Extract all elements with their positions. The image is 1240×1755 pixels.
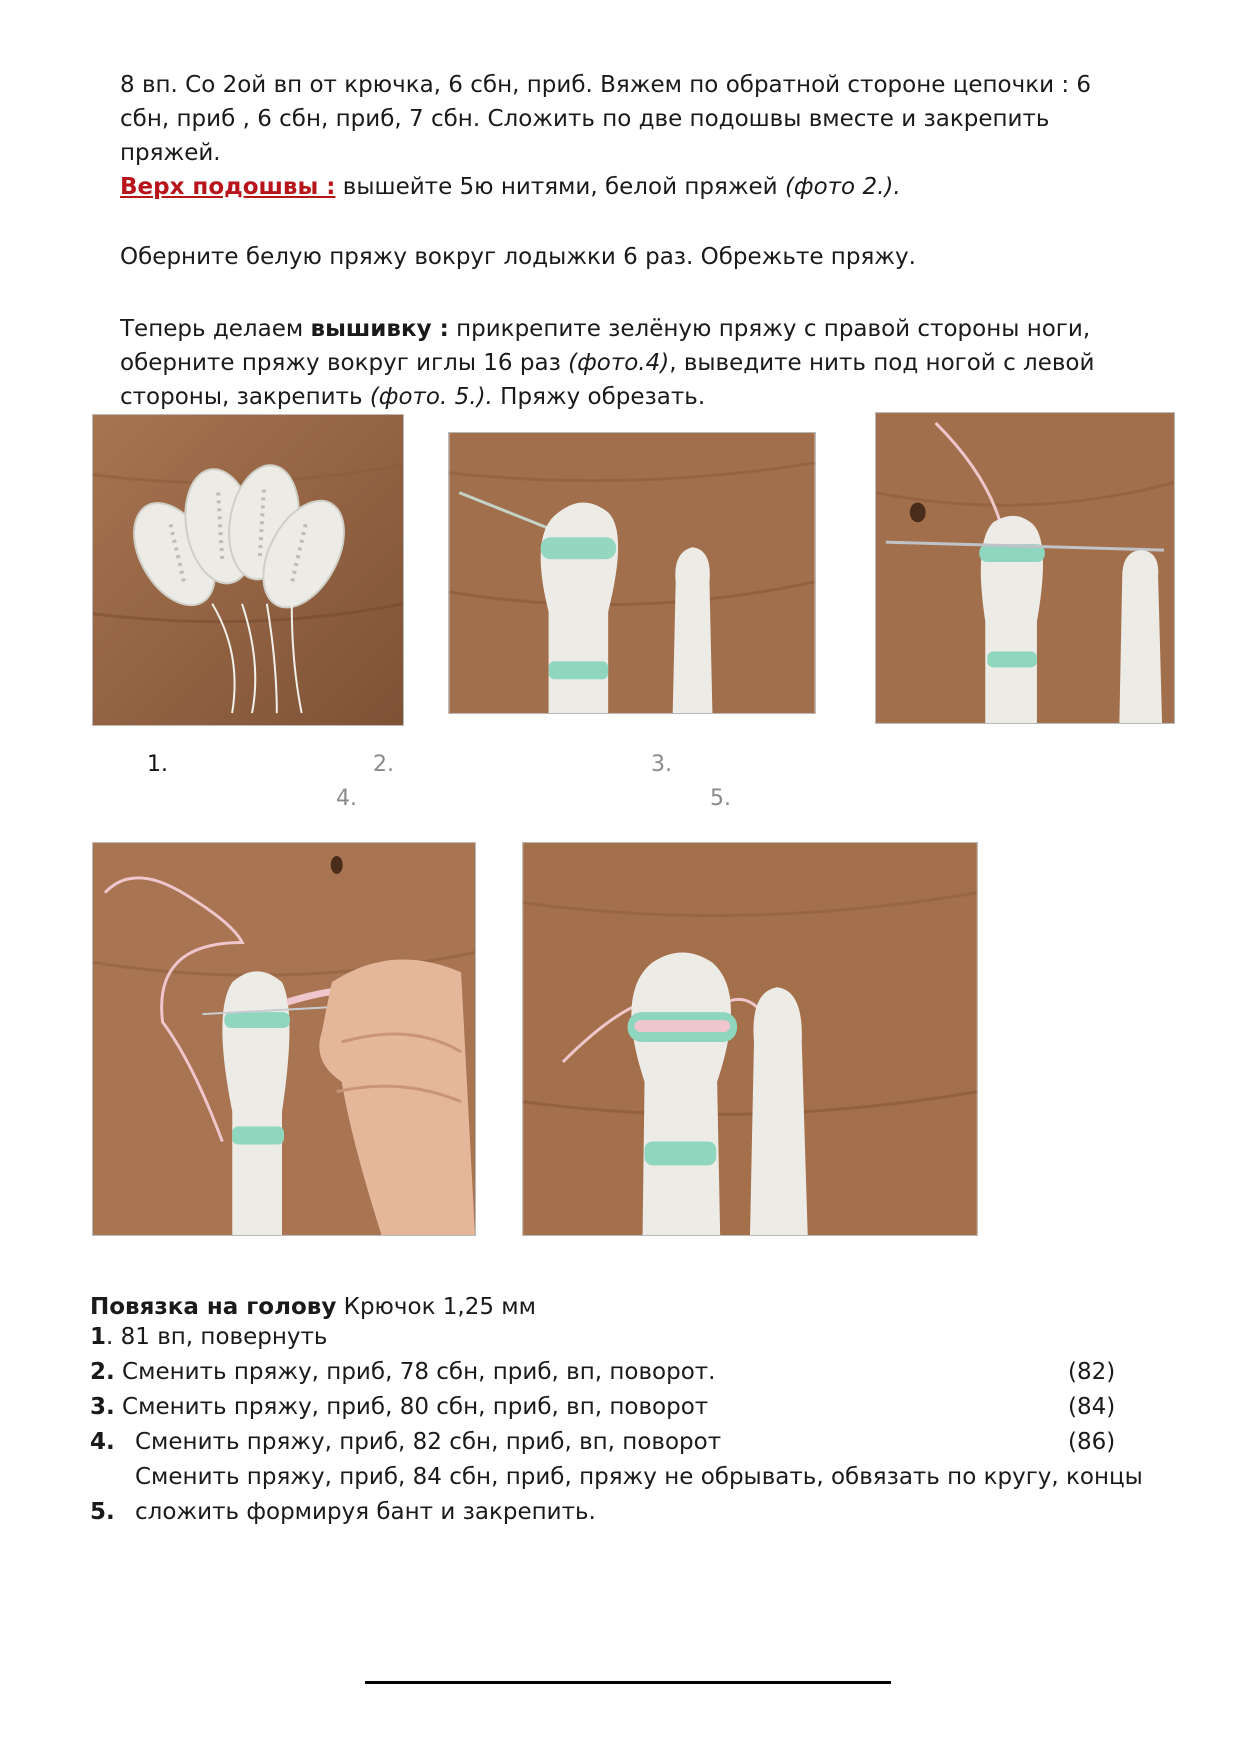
headband-hook: Крючок 1,25 мм [336,1294,537,1320]
leg-band-image [449,433,815,713]
headband-heading [90,1294,536,1320]
embroidery-pre: Теперь делаем [120,316,311,342]
caption-1: 1. [147,752,168,777]
headband-step-5 [90,1495,115,1529]
soles-image [93,415,403,725]
caption-3: 3. [651,752,672,777]
photo-soles [92,414,404,726]
step-3-number: 3. [90,1394,115,1420]
step-1-number: 1 [90,1324,107,1350]
step-4-count: (86) [1068,1429,1116,1455]
embroidery-bold: вышивку : [310,316,449,342]
step-1-sep: . [106,1324,114,1350]
embroidery-hand-image [93,843,475,1235]
step-2-number: 2. [90,1359,115,1385]
wrap-text: Оберните белую пряжу вокруг лодыжки 6 раз. Обрежьте пряжу. [120,244,916,270]
headband-step-2 [90,1355,715,1389]
headband-step-3 [90,1390,708,1424]
photo-5-ref: (фото. 5.). [369,384,493,410]
caption-2: 2. [373,752,394,777]
headband-step-1 [90,1320,327,1354]
wrap-paragraph [120,240,1120,274]
footer-rule [365,1681,891,1684]
intro-line-2: сбн, приб , 6 сбн, приб, 7 сбн. Сложить по две подошвы вместе и закрепить [120,106,1050,132]
step-5-text-line2: сложить формируя бант и закрепить. [135,1499,596,1525]
photo-4-ref: (фото.4) [568,350,670,376]
embroidery-line3a: стороны, закрепить [120,384,370,410]
sole-photo-ref: (фото 2.). [784,174,901,200]
step-4-number: 4. [90,1429,115,1455]
sole-top-text: вышейте 5ю нитями, белой пряжей [335,174,785,200]
finished-image [523,843,977,1235]
step-4-text: Сменить пряжу, приб, 82 сбн, приб, вп, поворот [135,1429,722,1455]
caption-4: 4. [336,786,357,811]
needle-image [876,413,1174,723]
intro-paragraph [120,68,1120,204]
step-3-count: (84) [1068,1394,1116,1420]
embroidery-line2a: оберните пряжу вокруг иглы 16 раз [120,350,569,376]
intro-line-1: 8 вп. Со 2ой вп от крючка, 6 сбн, приб. Вяжем по обратной стороне цепочки : 6 [120,72,1092,98]
embroidery-post: прикрепите зелёную пряжу с правой стороны ноги, [448,316,1091,342]
photo-needle [875,412,1175,724]
photo-embroidery-hand [92,842,476,1236]
photo-leg-band [448,432,816,714]
embroidery-line3b: Пряжу обрезать. [492,384,706,410]
photo-finished [522,842,978,1236]
headband-title: Повязка на голову [90,1294,337,1320]
step-3-text: Сменить пряжу, приб, 80 сбн, приб, вп, поворот [114,1394,709,1420]
caption-5: 5. [710,786,731,811]
intro-line-3: пряжей. [120,140,221,166]
step-2-count: (82) [1068,1359,1116,1385]
embroidery-line2b: , выведите нить под ногой с левой [669,350,1095,376]
step-1-text: 81 вп, повернуть [113,1324,328,1350]
step-2-text: Сменить пряжу, приб, 78 сбн, приб, вп, поворот. [114,1359,716,1385]
embroidery-paragraph [120,312,1120,414]
sole-top-label: Верх подошвы : [120,174,336,200]
step-5-number: 5. [90,1499,115,1525]
step-5-text-line1: Сменить пряжу, приб, 84 сбн, приб, пряжу не обрывать, обвязать по кругу, концы [135,1464,1143,1490]
headband-step-4 [90,1425,115,1459]
